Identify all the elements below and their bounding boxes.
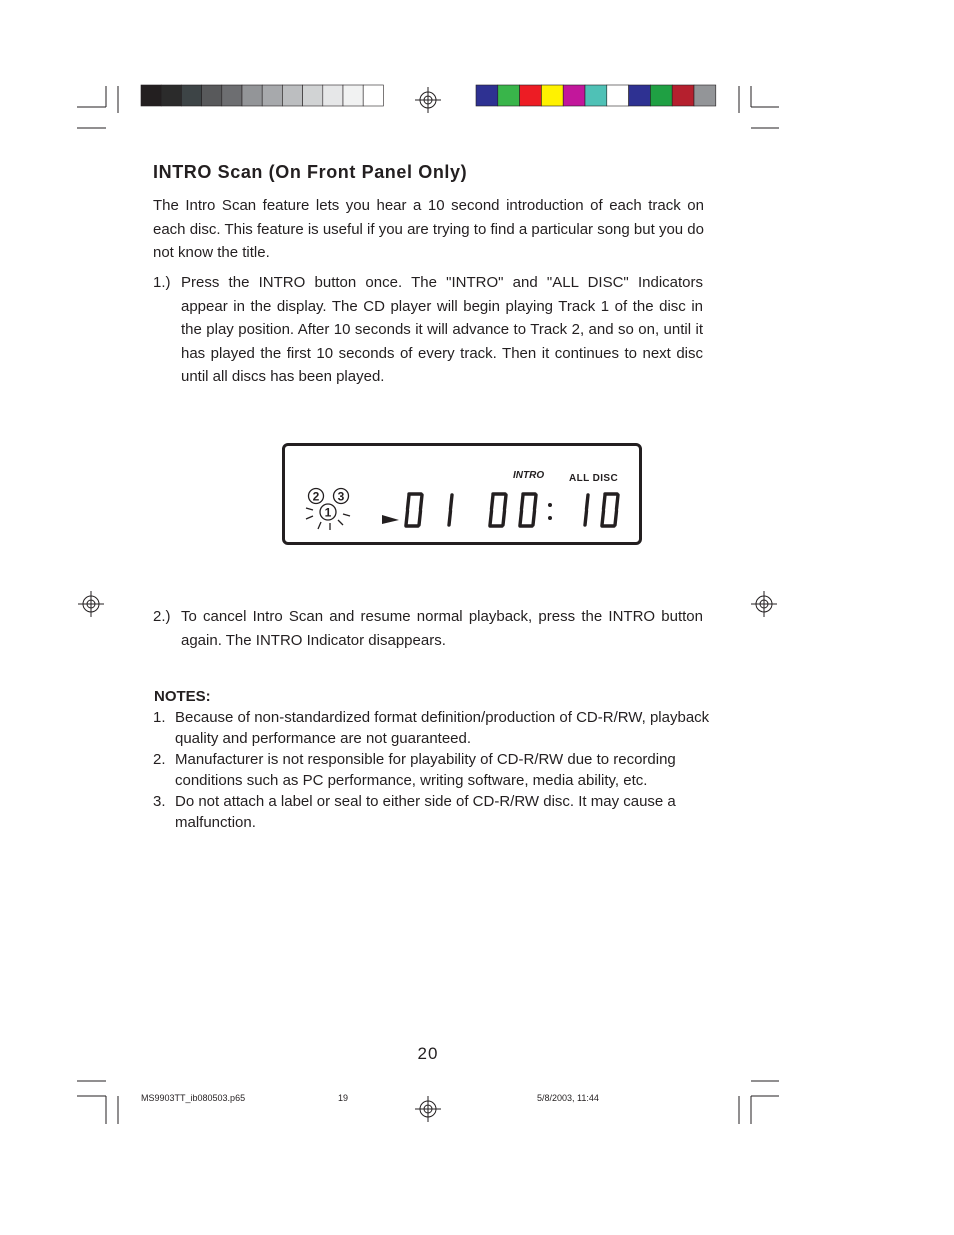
color-swatch	[498, 85, 520, 106]
color-swatch	[161, 85, 181, 106]
color-swatch	[343, 85, 363, 106]
lcd-digit	[406, 494, 422, 526]
lcd-colon-dot	[548, 516, 552, 520]
disc-number-3: 3	[337, 489, 345, 504]
color-swatch	[323, 85, 343, 106]
color-swatch	[672, 85, 694, 106]
lcd-track-time-readout	[400, 490, 630, 530]
step-1	[153, 271, 704, 391]
color-swatch	[222, 85, 242, 106]
color-swatch	[282, 85, 302, 106]
lcd-digit	[490, 494, 506, 526]
note-number: 1.	[153, 709, 166, 726]
color-swatch	[585, 85, 607, 106]
lcd-colon-dot	[548, 503, 552, 507]
note-item	[153, 791, 723, 835]
note-number: 3.	[153, 793, 166, 810]
color-swatch	[629, 85, 651, 106]
section-heading: INTRO Scan (On Front Panel Only)	[153, 162, 468, 182]
lcd-digit	[520, 494, 536, 526]
intro-paragraph: The Intro Scan feature lets you hear a 10 second introduction of each track on each disc. This feature is useful if you are trying to find a particular song but you do not know the title.	[153, 197, 704, 261]
color-calibration-bar	[476, 85, 716, 106]
color-swatch	[242, 85, 262, 106]
color-swatch	[141, 85, 161, 106]
color-swatch	[607, 85, 629, 106]
disc-number-1: 1	[324, 505, 332, 520]
step-number: 2.)	[153, 608, 171, 625]
color-swatch	[476, 85, 498, 106]
disc-number-2: 2	[312, 489, 320, 504]
note-number: 2.	[153, 751, 166, 768]
note-item	[153, 749, 723, 793]
grayscale-calibration-bar	[141, 85, 383, 106]
lcd-digit	[585, 495, 588, 525]
footer-page: 19	[338, 1093, 349, 1103]
step-text: To cancel Intro Scan and resume normal playback, press the INTRO button again. The INTRO Indicator disappears.	[181, 608, 703, 649]
step-number: 1.)	[153, 274, 171, 291]
color-swatch	[202, 85, 222, 106]
intro-indicator: INTRO	[513, 470, 545, 481]
color-swatch	[363, 85, 383, 106]
step-2	[153, 605, 704, 655]
note-item	[153, 707, 723, 751]
page-number: 20	[417, 1044, 439, 1063]
color-swatch	[262, 85, 282, 106]
color-swatch	[563, 85, 585, 106]
step-text: Press the INTRO button once. The "INTRO" and "ALL DISC" Indicators appear in the display. The CD player will begin playing Track 1 of the disc in the play position. After 10 seconds it will advance to Track 2, and so on, until it has played the first 10 seconds of every track. Then it continues to next disc until all discs has been played.	[181, 274, 703, 385]
lcd-digit	[449, 495, 452, 525]
color-swatch	[303, 85, 323, 106]
note-text: Because of non-standardized format definition/production of CD-R/RW, playback quality and performance are not guaranteed.	[175, 709, 710, 747]
lcd-digit	[602, 494, 618, 526]
color-swatch	[520, 85, 542, 106]
color-swatch	[541, 85, 563, 106]
play-indicator-icon	[382, 514, 402, 526]
note-text: Manufacturer is not responsible for playability of CD-R/RW due to recording conditions such as PC performance, writing software, media ability, etc.	[175, 751, 676, 789]
color-swatch	[650, 85, 672, 106]
all-disc-indicator: ALL DISC	[569, 473, 619, 484]
footer-filename: MS9903TT_ib080503.p65	[141, 1093, 246, 1103]
note-text: Do not attach a label or seal to either side of CD-R/RW disc. It may cause a malfunction.	[175, 793, 676, 831]
color-swatch	[181, 85, 201, 106]
disc-tray-icon	[300, 484, 360, 534]
notes-heading: NOTES:	[154, 688, 211, 705]
footer-datetime: 5/8/2003, 11:44	[537, 1093, 599, 1103]
color-swatch	[694, 85, 716, 106]
